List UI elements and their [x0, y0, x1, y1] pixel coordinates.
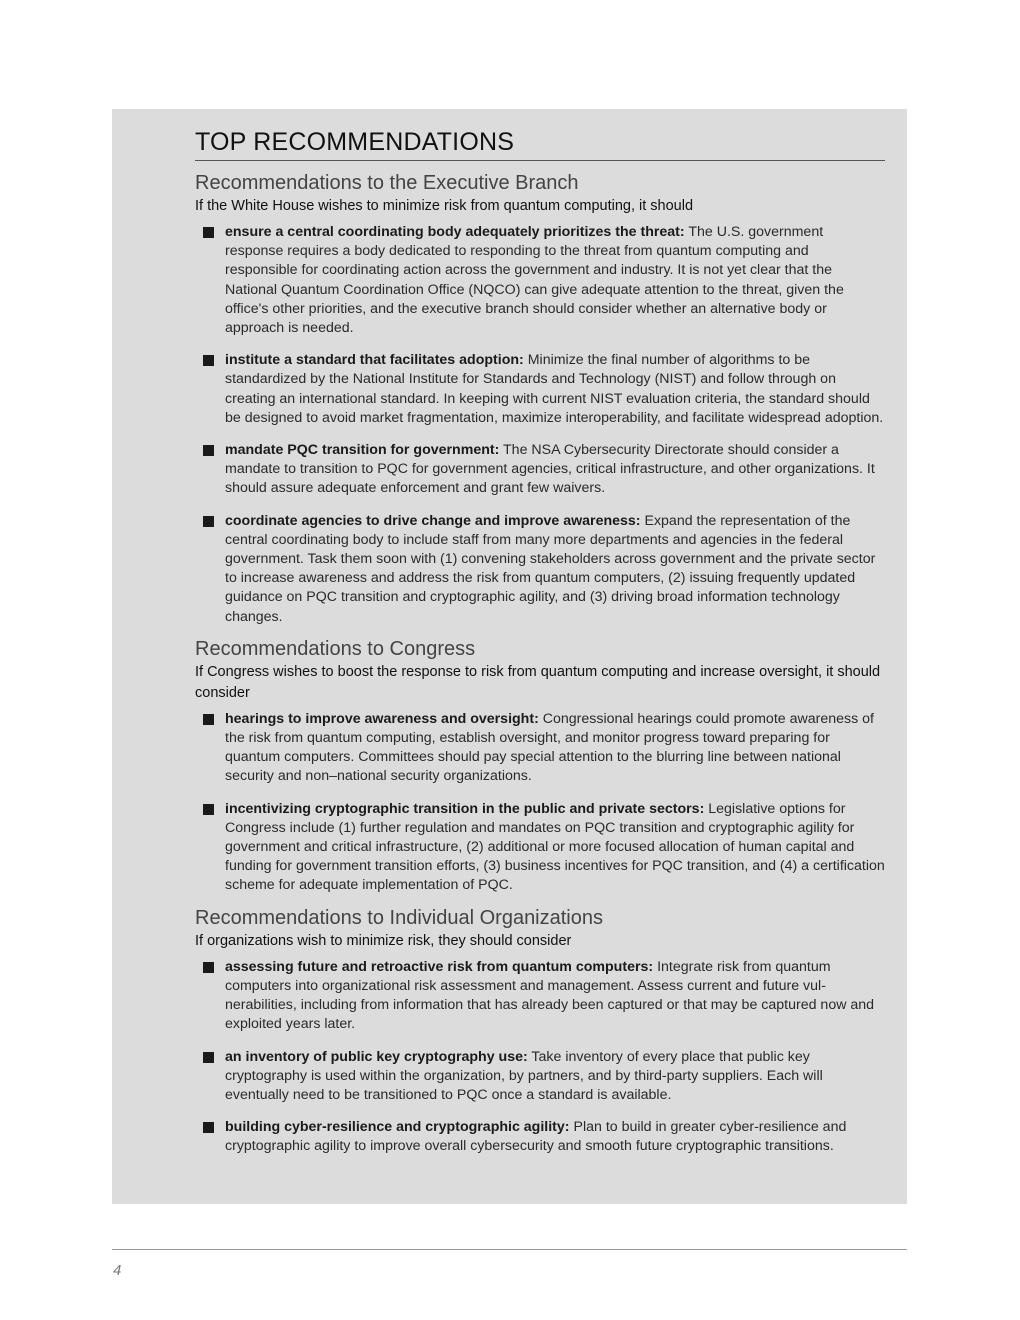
- square-bullet-icon: [203, 355, 214, 366]
- recommendation-text: The U.S. government response requires a body dedicated to responding to the threat from quantum computing and responsible for coordinating action across the government and industry. It is not yet clear that the National Quantum Coordination Office (NQCO) can give adequate attention to the threat, given the office's other priorities, and the executive branch should consider whether an alternative body or approach is needed.: [225, 224, 844, 337]
- recommendation-text: The NSA Cybersecurity Directorate should consider a mandate to transition to PQC for government agencies, critical infrastructure, and other organizations. It should assure adequate enforcement and grant few waivers.: [225, 442, 875, 497]
- recommendation-title: incentivizing cryptographic transition in the public and private sectors:: [225, 800, 705, 817]
- section-intro: If the White House wishes to minimize risk from quantum computing, it should: [195, 198, 694, 214]
- recommendation-list: [195, 223, 885, 627]
- recommendation-text: Legislative options for Congress include (1) further regulation and mandates on PQC transition and cryptographic agility for government and critical infrastructure, (2) additional or more focused allocation of human capital and funding for government transition efforts, (3) business incentives for PQC transition, and (4) a certification scheme for adequate implementation of PQC.: [225, 800, 885, 894]
- square-bullet-icon: [203, 445, 214, 456]
- recommendation-text: Plan to build in greater cyber-resilience and cryptographic agility to improve overall cybersecurity and smooth future cryptographic transitions.: [225, 1119, 847, 1155]
- recommendation-text: Minimize the final number of algorithms to be standardized by the National Institute for Standards and Technology (NIST) and follow through on creating an international standard. In keeping with current NIST evaluation criteria, the standard should be designed to avoid market fragmentation, maximize interoperability, and facilitate widespread adoption.: [225, 352, 884, 426]
- recommendation-title: ensure a central coordinating body adequately prioritizes the threat:: [225, 224, 685, 240]
- recommendation-title: coordinate agencies to drive change and improve awareness:: [225, 512, 641, 529]
- recommendation-list: [195, 710, 885, 896]
- page-title: TOP RECOMMENDATIONS: [195, 127, 885, 161]
- recommendation-text: Congressional hearings could promote awareness of the risk from quantum computing, establish oversight, and monitor progress toward preparing for quantum computers. Committees should pay special attention to the blurring line between national security and non–national security organizations.: [225, 710, 874, 785]
- section-heading: Recommendations to the Executive Branch: [195, 172, 579, 194]
- square-bullet-icon: [203, 1052, 214, 1063]
- square-bullet-icon: [203, 227, 214, 238]
- recommendation-item: [195, 800, 885, 896]
- page-number: 4: [113, 1262, 122, 1279]
- recommendation-text: Expand the representation of the central coordinating body to include staff from many more departments and agencies in the federal government. Task them soon with (1) convening stakeholders across government and the private sector to increase awareness and address the risk from quantum computers, (2) issuing frequently updated guidance on PQC transition and cryptographic agility, and (3) driving broad information technology changes.: [225, 512, 876, 625]
- recommendation-title: mandate PQC transition for government:: [225, 442, 500, 459]
- recommendation-title: an inventory of public key cryptography use:: [225, 1048, 528, 1065]
- section-heading: Recommendations to Congress: [195, 637, 476, 660]
- section-heading: Recommendations to Individual Organizations: [195, 906, 603, 929]
- recommendation-title: assessing future and retroactive risk from quantum computers:: [225, 958, 654, 975]
- section-intro: If organizations wish to minimize risk, they should consider: [195, 932, 572, 949]
- recommendation-title: institute a standard that facilitates adoption:: [225, 352, 524, 369]
- section-intro: If Congress wishes to boost the response to risk from quantum computing and increase oversight, it should consider: [195, 663, 881, 701]
- square-bullet-icon: [203, 516, 214, 527]
- recommendation-item: [195, 351, 885, 428]
- recommendation-item: [195, 710, 885, 787]
- recommendation-item: [195, 1048, 885, 1106]
- recommendations-box: [112, 109, 907, 1204]
- recommendation-item: [195, 441, 885, 499]
- recommendation-title: hearings to improve awareness and oversight:: [225, 710, 539, 727]
- recommendation-item: [195, 223, 885, 338]
- recommendation-item: [195, 512, 885, 627]
- sections-container: [195, 171, 885, 1157]
- recommendation-text: Integrate risk from quantum computers into organizational risk assessment and management. Assess current and future vulnerabilities, including from information that has already been captured or that may be captured now and exploited years later.: [225, 958, 875, 1033]
- square-bullet-icon: [203, 804, 214, 815]
- recommendations-content: [195, 127, 885, 1161]
- footer-divider: [112, 1249, 907, 1250]
- recommendation-item: [195, 958, 885, 1035]
- square-bullet-icon: [203, 962, 214, 973]
- recommendation-list: [195, 958, 885, 1157]
- recommendation-text: Take inventory of every place that public key cryptography is used within the organization, by partners, and by third-party suppliers. Each will eventually need to be transitioned to PQC once a standard is available.: [225, 1048, 823, 1103]
- recommendation-title: building cyber-resilience and cryptographic agility:: [225, 1119, 570, 1136]
- square-bullet-icon: [203, 1122, 214, 1133]
- recommendation-item: [195, 1118, 885, 1156]
- square-bullet-icon: [203, 714, 214, 725]
